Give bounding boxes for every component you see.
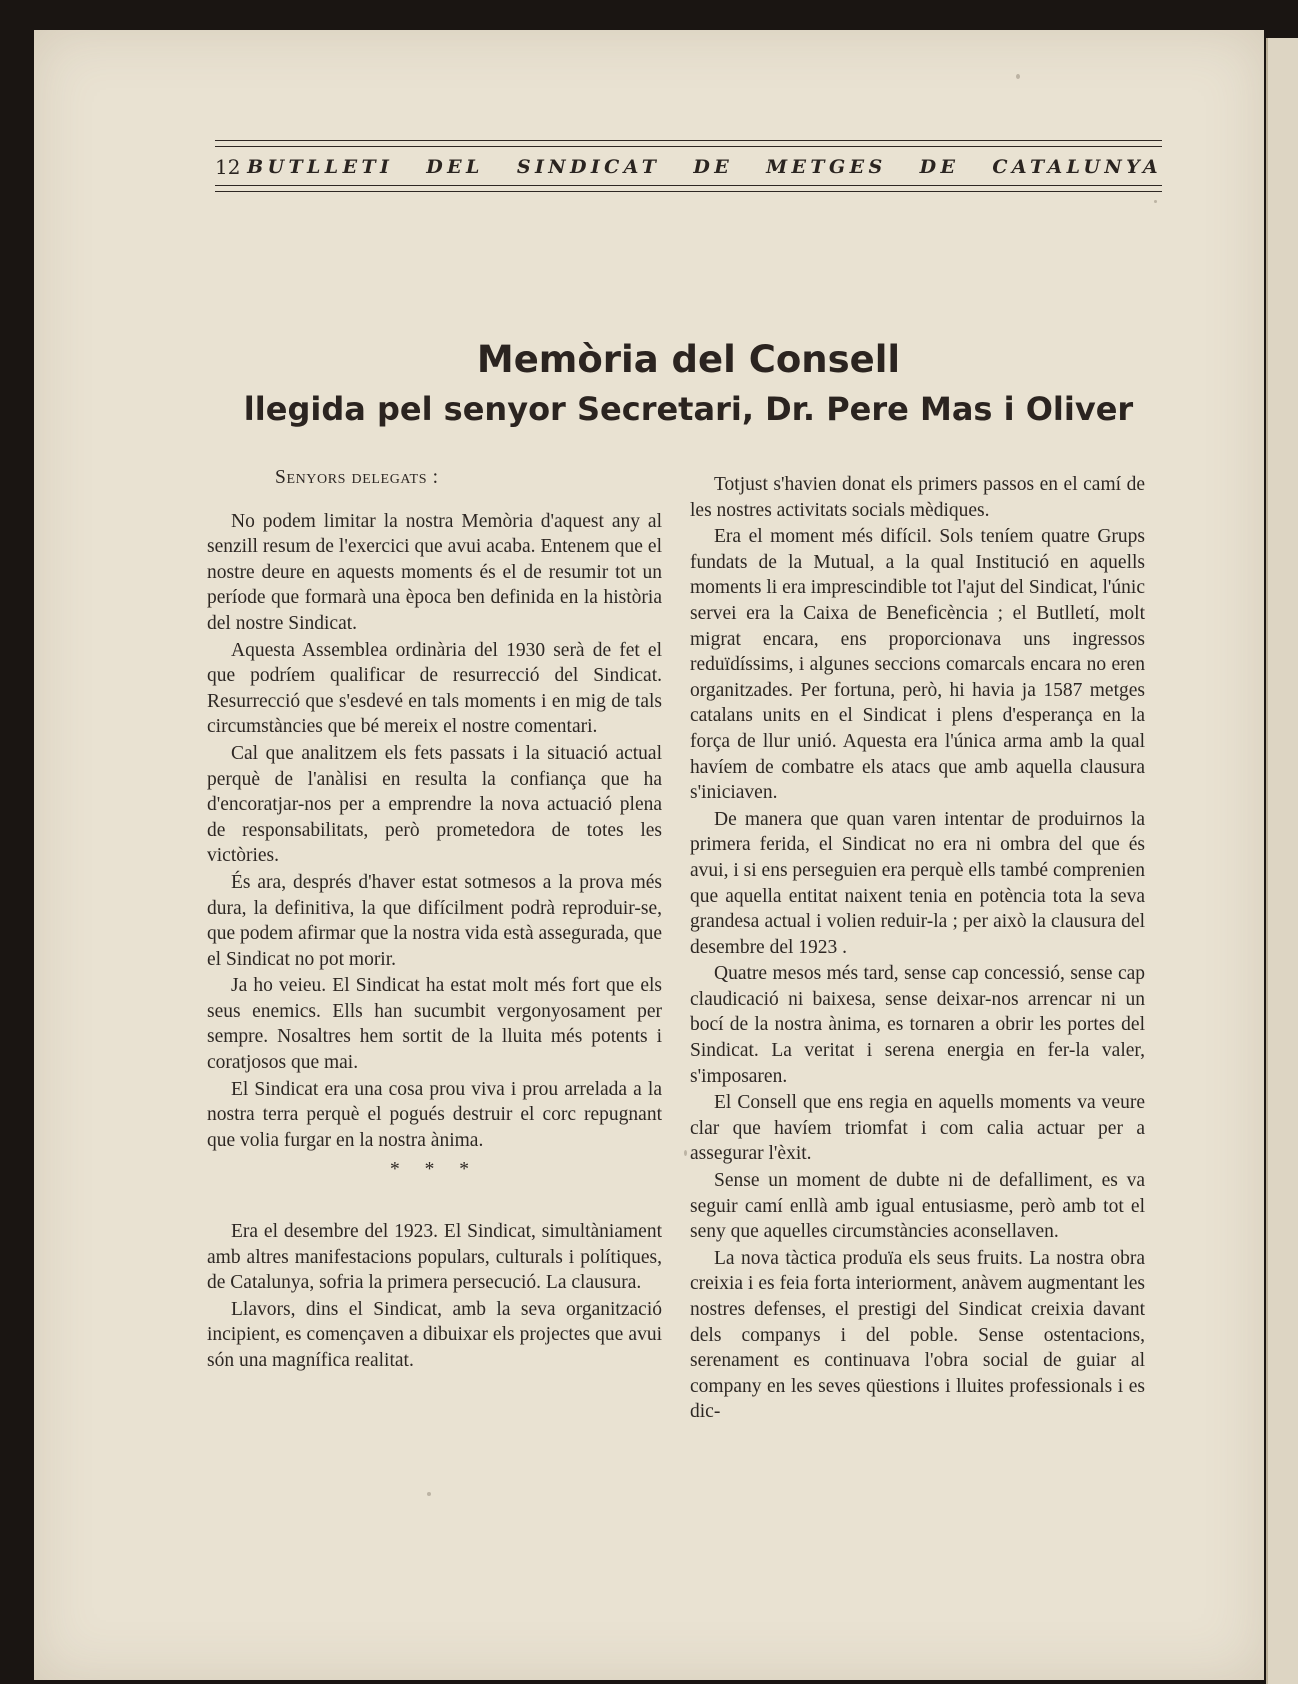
paragraph: El Consell que ens regia en aquells moments va veure clar que havíem triomfat i com calia actuar per a assegurar l'èxit.	[690, 1092, 1145, 1165]
right-text-column	[690, 472, 1145, 1425]
paragraph: És ara, després d'haver estat sotmesos a la prova més dura, la definitiva, la que difícilment podrà reproduir-se, que podem afirmar que la nostra vida està assegurada, que el Sindicat no pot morir.	[207, 871, 662, 970]
paper-speck	[1016, 74, 1020, 79]
paragraph: Ja ho veieu. El Sindicat ha estat molt més fort que els seus enemics. Ells han sucumbit vergonyosament per sempre. Nosaltres hem sortit de la lluita més potents i coratjosos que mai.	[207, 975, 662, 1074]
paragraph: Totjust s'havien donat els primers passos en el camí de les nostres activitats socials mèdiques.	[690, 474, 1145, 521]
section-separator: * * *	[390, 1159, 479, 1181]
article-title	[215, 336, 1162, 434]
paper-speck	[427, 1492, 431, 1496]
header-line	[215, 154, 1162, 180]
paragraph: Quatre mesos més tard, sense cap concessió, sense cap claudicació ni baixesa, sense deixar-nos arrencar ni un bocí de la nostra ànima, es tornaren a obrir les portes del Sindicat. La veritat i serena energia en fer-la valer, s'imposaren.	[690, 963, 1145, 1087]
header-rule-bottom	[215, 185, 1162, 186]
paragraph: Aquesta Assemblea ordinària del 1930 serà de fet el que podríem qualificar de resurrecció del Sindicat. Resurrecció que s'esdevé en tals moments i en mig de tals circumstàncies que bé mereix el nostre comentari.	[207, 639, 662, 738]
paragraph: Era el moment més difícil. Sols teníem quatre Grups fundats de la Mutual, a la qual Institució en aquells moments li era imprescindible tot l'ajut del Sindicat, l'únic servei era la Caixa de Beneficència ; el Butlletí, molt migrat encara, ens proporcionava uns ingressos reduïdíssims, i algunes seccions comarcals encara no eren organitzades. Per fortuna, però, hi havia ja 1587 metges catalans units en el Sindicat i plens d'esperança en la força de llur unió. Aquesta era l'única arma amb la qual havíem de combatre els atacs que amb aquella clausura s'iniciaven.	[690, 526, 1145, 804]
paragraph: Llavors, dins el Sindicat, amb la seva organització incipient, es començaven a dibuixar els projectes que avui són una magnífica realitat.	[207, 1298, 662, 1371]
paragraph: De manera que quan varen intentar de produirnos la primera ferida, el Sindicat no era ni ombra del que és avui, i si ens perseguien era perquè ells també comprenien que aquella entitat naixent tenia en potència tota la seva grandesa actual i volien reduir-la ; per això la clausura del desembre del 1923 .	[690, 808, 1145, 958]
paragraph: La nova tàctica produïa els seus fruits. La nostra obra creixia i es feia forta interiorment, anàvem augmentant les nostres defenses, el prestigi del Sindicat creixia davant dels companys i del poble. Sense ostentacions, serenament es continuava l'obra social de guiar al company en les seves qüestions i lluites professionals i es dic-	[690, 1247, 1145, 1423]
paragraph: No podem limitar la nostra Memòria d'aquest any al senzill resum de l'exercici que avui acaba. Entenem que el nostre deure en aquests moments és el de resumir tot un període que formarà una època ben definida en la història del nostre Sindicat.	[207, 510, 662, 634]
article-title-line-2: llegida pel senyor Secretari, Dr. Pere Mas i Oliver	[243, 390, 1134, 428]
page-number: 12	[215, 155, 241, 179]
running-title: BUTLLETI DEL SINDICAT DE METGES DE CATALUNYA	[247, 156, 1162, 178]
paragraph: Cal que analitzem els fets passats i la situació actual perquè de l'anàlisi en resulta la confiança que ha d'encoratjar-nos per a emprendre la nova actuació plena de responsabilitats, però prometedora de totes les victòries.	[207, 742, 662, 867]
header-rule-top	[215, 140, 1162, 141]
paper-speck	[684, 1150, 687, 1156]
paragraph: Era el desembre del 1923. El Sindicat, simultàniament amb altres manifestacions populars, culturals i polítiques, de Catalunya, sofria la primera persecució. La clausura.	[207, 1221, 662, 1294]
header-rule-bottom-inner	[215, 191, 1162, 192]
adjacent-page-edge	[1266, 38, 1298, 1684]
running-header	[215, 140, 1162, 196]
paragraph: Sense un moment de dubte ni de defalliment, es va seguir camí enllà amb igual entusiasme, però amb tot el seny que aquelles circumstàncies aconsellaven.	[690, 1170, 1145, 1243]
salutation: Senyors delegats :	[275, 467, 439, 488]
article-title-line-1: Memòria del Consell	[476, 338, 901, 381]
left-text-column	[207, 465, 662, 1374]
header-rule-top-inner	[215, 146, 1162, 147]
paragraph: El Sindicat era una cosa prou viva i prou arrelada a la nostra terra perquè el pogués destruir el corc repugnant que volia furgar en la nostra ànima.	[207, 1078, 662, 1151]
paper-speck	[1154, 200, 1157, 203]
